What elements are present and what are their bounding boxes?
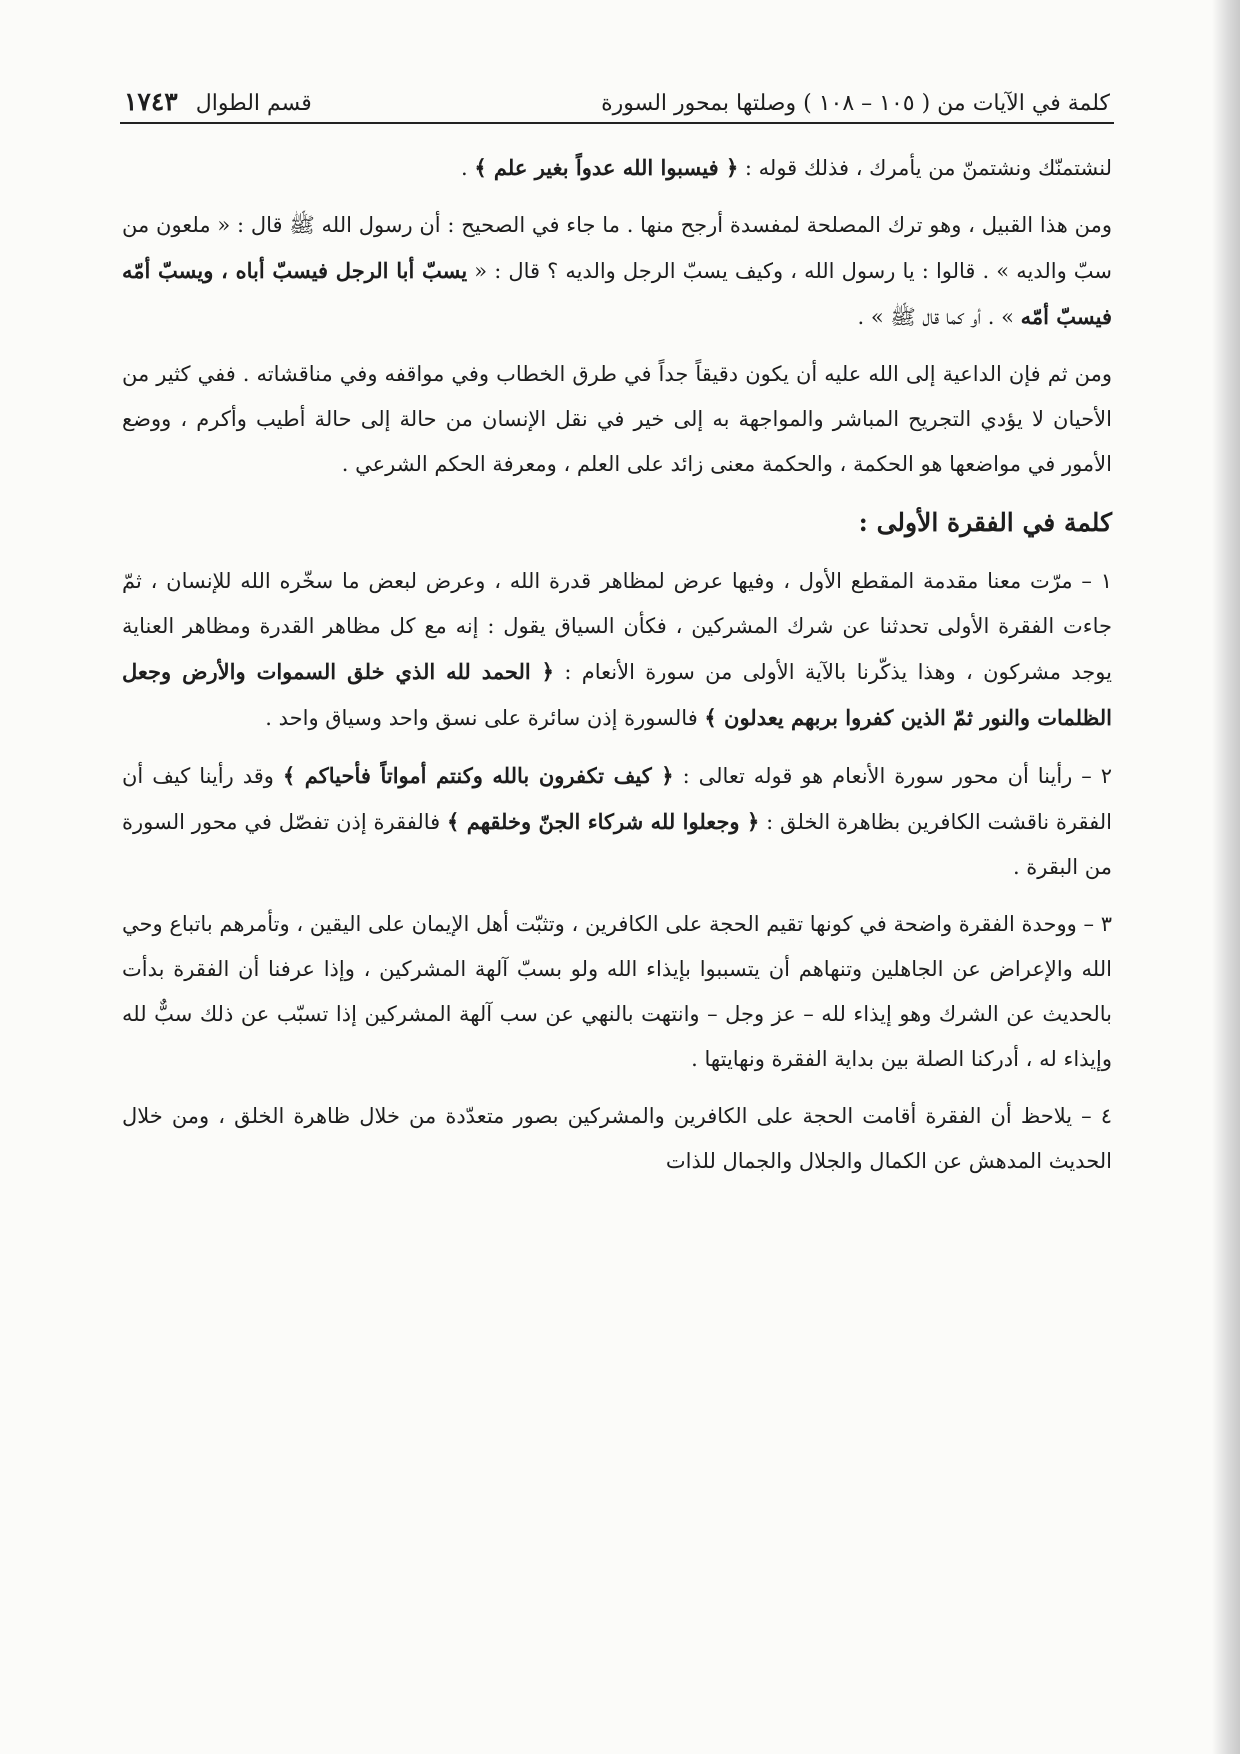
p1-quran-quote: ﴿ فيسبوا الله عدواً بغير علم ﴾ xyxy=(474,155,739,180)
paragraph-1 xyxy=(122,145,1112,191)
paragraph-2 xyxy=(122,203,1112,340)
paragraph-4 xyxy=(122,559,1112,741)
p2-hadith-quote: يسبّ أبا الرجل فيسبّ أباه ، ويسبّ أمّه فيسبّ أمّه xyxy=(122,258,1112,329)
paragraph-7: ٤ – يلاحظ أن الفقرة أقامت الحجة على الكافرين والمشركين بصور متعدّدة من خلال ظاهرة الخلق ، ومن خلال الحديث المدهش عن الكمال والجلال والجمال للذات xyxy=(122,1104,1112,1173)
p2-text: ومن هذا القبيل ، وهو ترك المصلحة لمفسدة أرجح منها . ما جاء في الصحيح : أن رسول الله ﷺ قال : « ملعون من سبّ والديه » . قالوا : يا رسول الله ، وكيف يسبّ الرجل والديه ؟ قال : « xyxy=(122,213,1112,283)
header-meta xyxy=(124,87,312,116)
paragraph-3: ومن ثم فإن الداعية إلى الله عليه أن يكون دقيقاً جداً في طرق الخطاب وفي مواقفه وفي مناقشاته . ففي كثير من الأحيان لا يؤدي التجريح المباشر والمواجهة به إلى خير في نقل الإنسان من حالة إلى حالة أطيب وأكرم ، ووضع الأمور في مواضعها هو الحكمة ، والحكمة معنى زائد على العلم ، ومعرفة الحكم الشرعي . xyxy=(122,362,1112,476)
paragraph-5 xyxy=(122,753,1112,890)
p1-text: لنشتمنّك ونشتمنّ من يأمرك ، فذلك قوله : xyxy=(738,156,1112,180)
page-number: ١٧٤٣ xyxy=(124,87,178,116)
part-name: قسم الطوال xyxy=(195,91,312,116)
header-divider xyxy=(120,122,1114,124)
p4-tail: فالسورة إذن سائرة على نسق واحد وسياق واحد . xyxy=(265,706,705,730)
p5-quran-quote-1: ﴿ كيف تكفرون بالله وكنتم أمواتاً فأحياكم ﴾ xyxy=(282,763,674,788)
running-header xyxy=(124,72,1110,116)
section-heading: كلمة في الفقرة الأولى : xyxy=(858,508,1112,537)
paragraph-6: ٣ – ووحدة الفقرة واضحة في كونها تقيم الحجة على الكافرين ، وتثبّت أهل الإيمان على اليقين ، وتأمرهم باتباع وحي الله والإعراض عن الجاهلين وتنهاهم أن يتسببوا بإيذاء الله ولو بسبّ آلهة المشركين ، وإذا عرفنا أن الفقرة بدأت بالحديث عن الشرك وهو إيذاء لله – عز وجل – وانتهت بالنهي عن سب آلهة المشركين إذا تسبّب عن ذلك سبٌّ لله وإيذاء له ، أدركنا الصلة بين بداية الفقرة ونهايتها . xyxy=(122,912,1112,1071)
p4-text: ١ – مرّت معنا مقدمة المقطع الأول ، وفيها عرض لمظاهر قدرة الله ، وعرض لبعض ما سخّره الله للإنسان ، ثمّ جاءت الفقرة الأولى تحدثنا عن شرك المشركين ، فكأن السياق يقول : إنه مع كل مظاهر القدرة ومظاهر العناية يوجد مشركون ، وهذا يذكّرنا بالآية الأولى من سورة الأنعام : xyxy=(122,569,1112,684)
p5-middle: وقد رأينا كيف أن الفقرة ناقشت الكافرين بظاهرة الخلق : xyxy=(122,764,1112,834)
p2-tail: » . أو كما قال ﷺ » . xyxy=(857,305,1021,329)
page-edge-shadow xyxy=(1212,0,1240,1754)
p4-quran-quote: ﴿ الحمد لله الذي خلق السموات والأرض وجعل الظلمات والنور ثمّ الذين كفروا بربهم يعدلون ﴾ xyxy=(122,659,1112,730)
p5-tail: فالفقرة إذن تفصّل في محور السورة من البقرة . xyxy=(122,810,1112,879)
section-title: كلمة في الآيات من ( ١٠٥ – ١٠٨ ) وصلتها بمحور السورة xyxy=(601,91,1110,116)
p5-text: ٢ – رأينا أن محور سورة الأنعام هو قوله تعالى : xyxy=(673,764,1112,788)
p5-quran-quote-2: ﴿ وجعلوا لله شركاء الجنّ وخلقهم ﴾ xyxy=(446,809,760,834)
page-body xyxy=(122,145,1112,1196)
p1-tail: . xyxy=(460,156,475,180)
